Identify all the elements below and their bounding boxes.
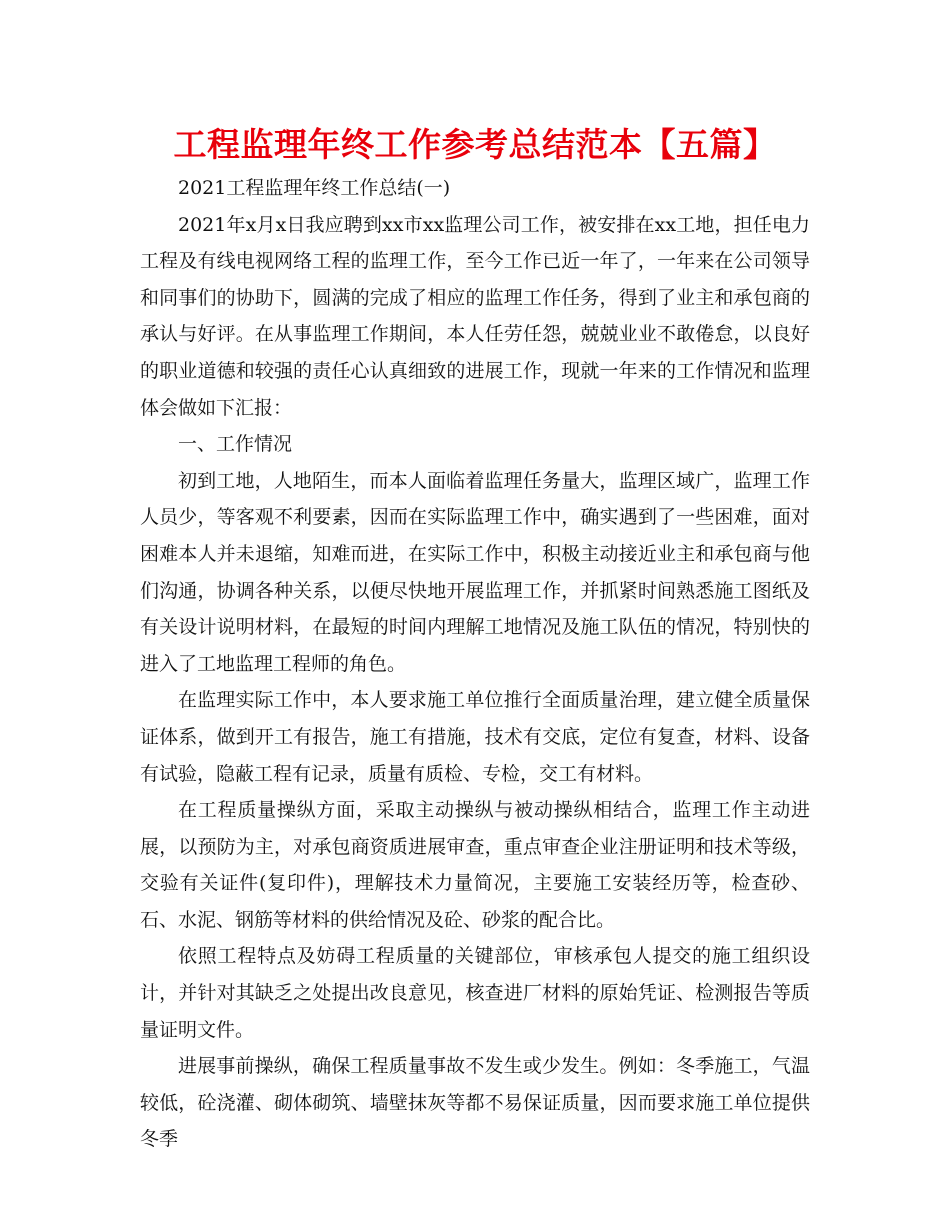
section-heading: 一、工作情况	[178, 433, 293, 456]
paragraph: 依照工程特点及妨碍工程质量的关键部位，审核承包人提交的施工组织设计，并针对其缺乏之处提出改良意见，核查进厂材料的原始凭证、检测报告等质量证明文件。	[140, 945, 810, 1041]
document-title: 工程监理年终工作参考总结范本【五篇】	[173, 125, 777, 164]
paragraph: 2021年x月x日我应聘到xx市xx监理公司工作，被安排在xx工地，担任电力工程及有线电视网络工程的监理工作，至今工作已近一年了，一年来在公司领导和同事们的协助下，圆满的完成了相应的监理工作任务，得到了业主和承包商的承认与好评。在从事监理工作期间，本人任劳任怨，兢兢业业不敢倦怠，以良好的职业道德和较强的责任心认真细致的进展工作，现就一年来的工作情况和监理体会做如下汇报：	[140, 213, 810, 419]
document-body	[140, 170, 810, 1158]
paragraph: 进展事前操纵，确保工程质量事故不发生或少发生。例如：冬季施工，气温较低，砼浇灌、砌体砌筑、墙壁抹灰等都不易保证质量，因而要求施工单位提供冬季	[140, 1055, 810, 1151]
paragraph: 在监理实际工作中，本人要求施工单位推行全面质量治理，建立健全质量保证体系，做到开工有报告，施工有措施，技术有交底，定位有复查，材料、设备有试验，隐蔽工程有记录，质量有质检、专检，交工有材料。	[140, 689, 810, 785]
paragraph: 初到工地，人地陌生，而本人面临着监理任务量大，监理区域广，监理工作人员少，等客观不利要素，因而在实际监理工作中，确实遇到了一些困难，面对困难本人并未退缩，知难而进，在实际工作中，积极主动接近业主和承包商与他们沟通，协调各种关系，以便尽快地开展监理工作，并抓紧时间熟悉施工图纸及有关设计说明材料，在最短的时间内理解工地情况及施工队伍的情况，特别快的进入了工地监理工程师的角色。	[140, 469, 810, 675]
paragraph: 在工程质量操纵方面，采取主动操纵与被动操纵相结合，监理工作主动进展，以预防为主，对承包商资质进展审查，重点审查企业注册证明和技术等级，交验有关证件(复印件)，理解技术力量简况，主要施工安装经历等，检查砂、石、水泥、钢筋等材料的供给情况及砼、砂浆的配合比。	[140, 799, 810, 931]
paragraph-subtitle: 2021工程监理年终工作总结(一)	[178, 177, 451, 199]
